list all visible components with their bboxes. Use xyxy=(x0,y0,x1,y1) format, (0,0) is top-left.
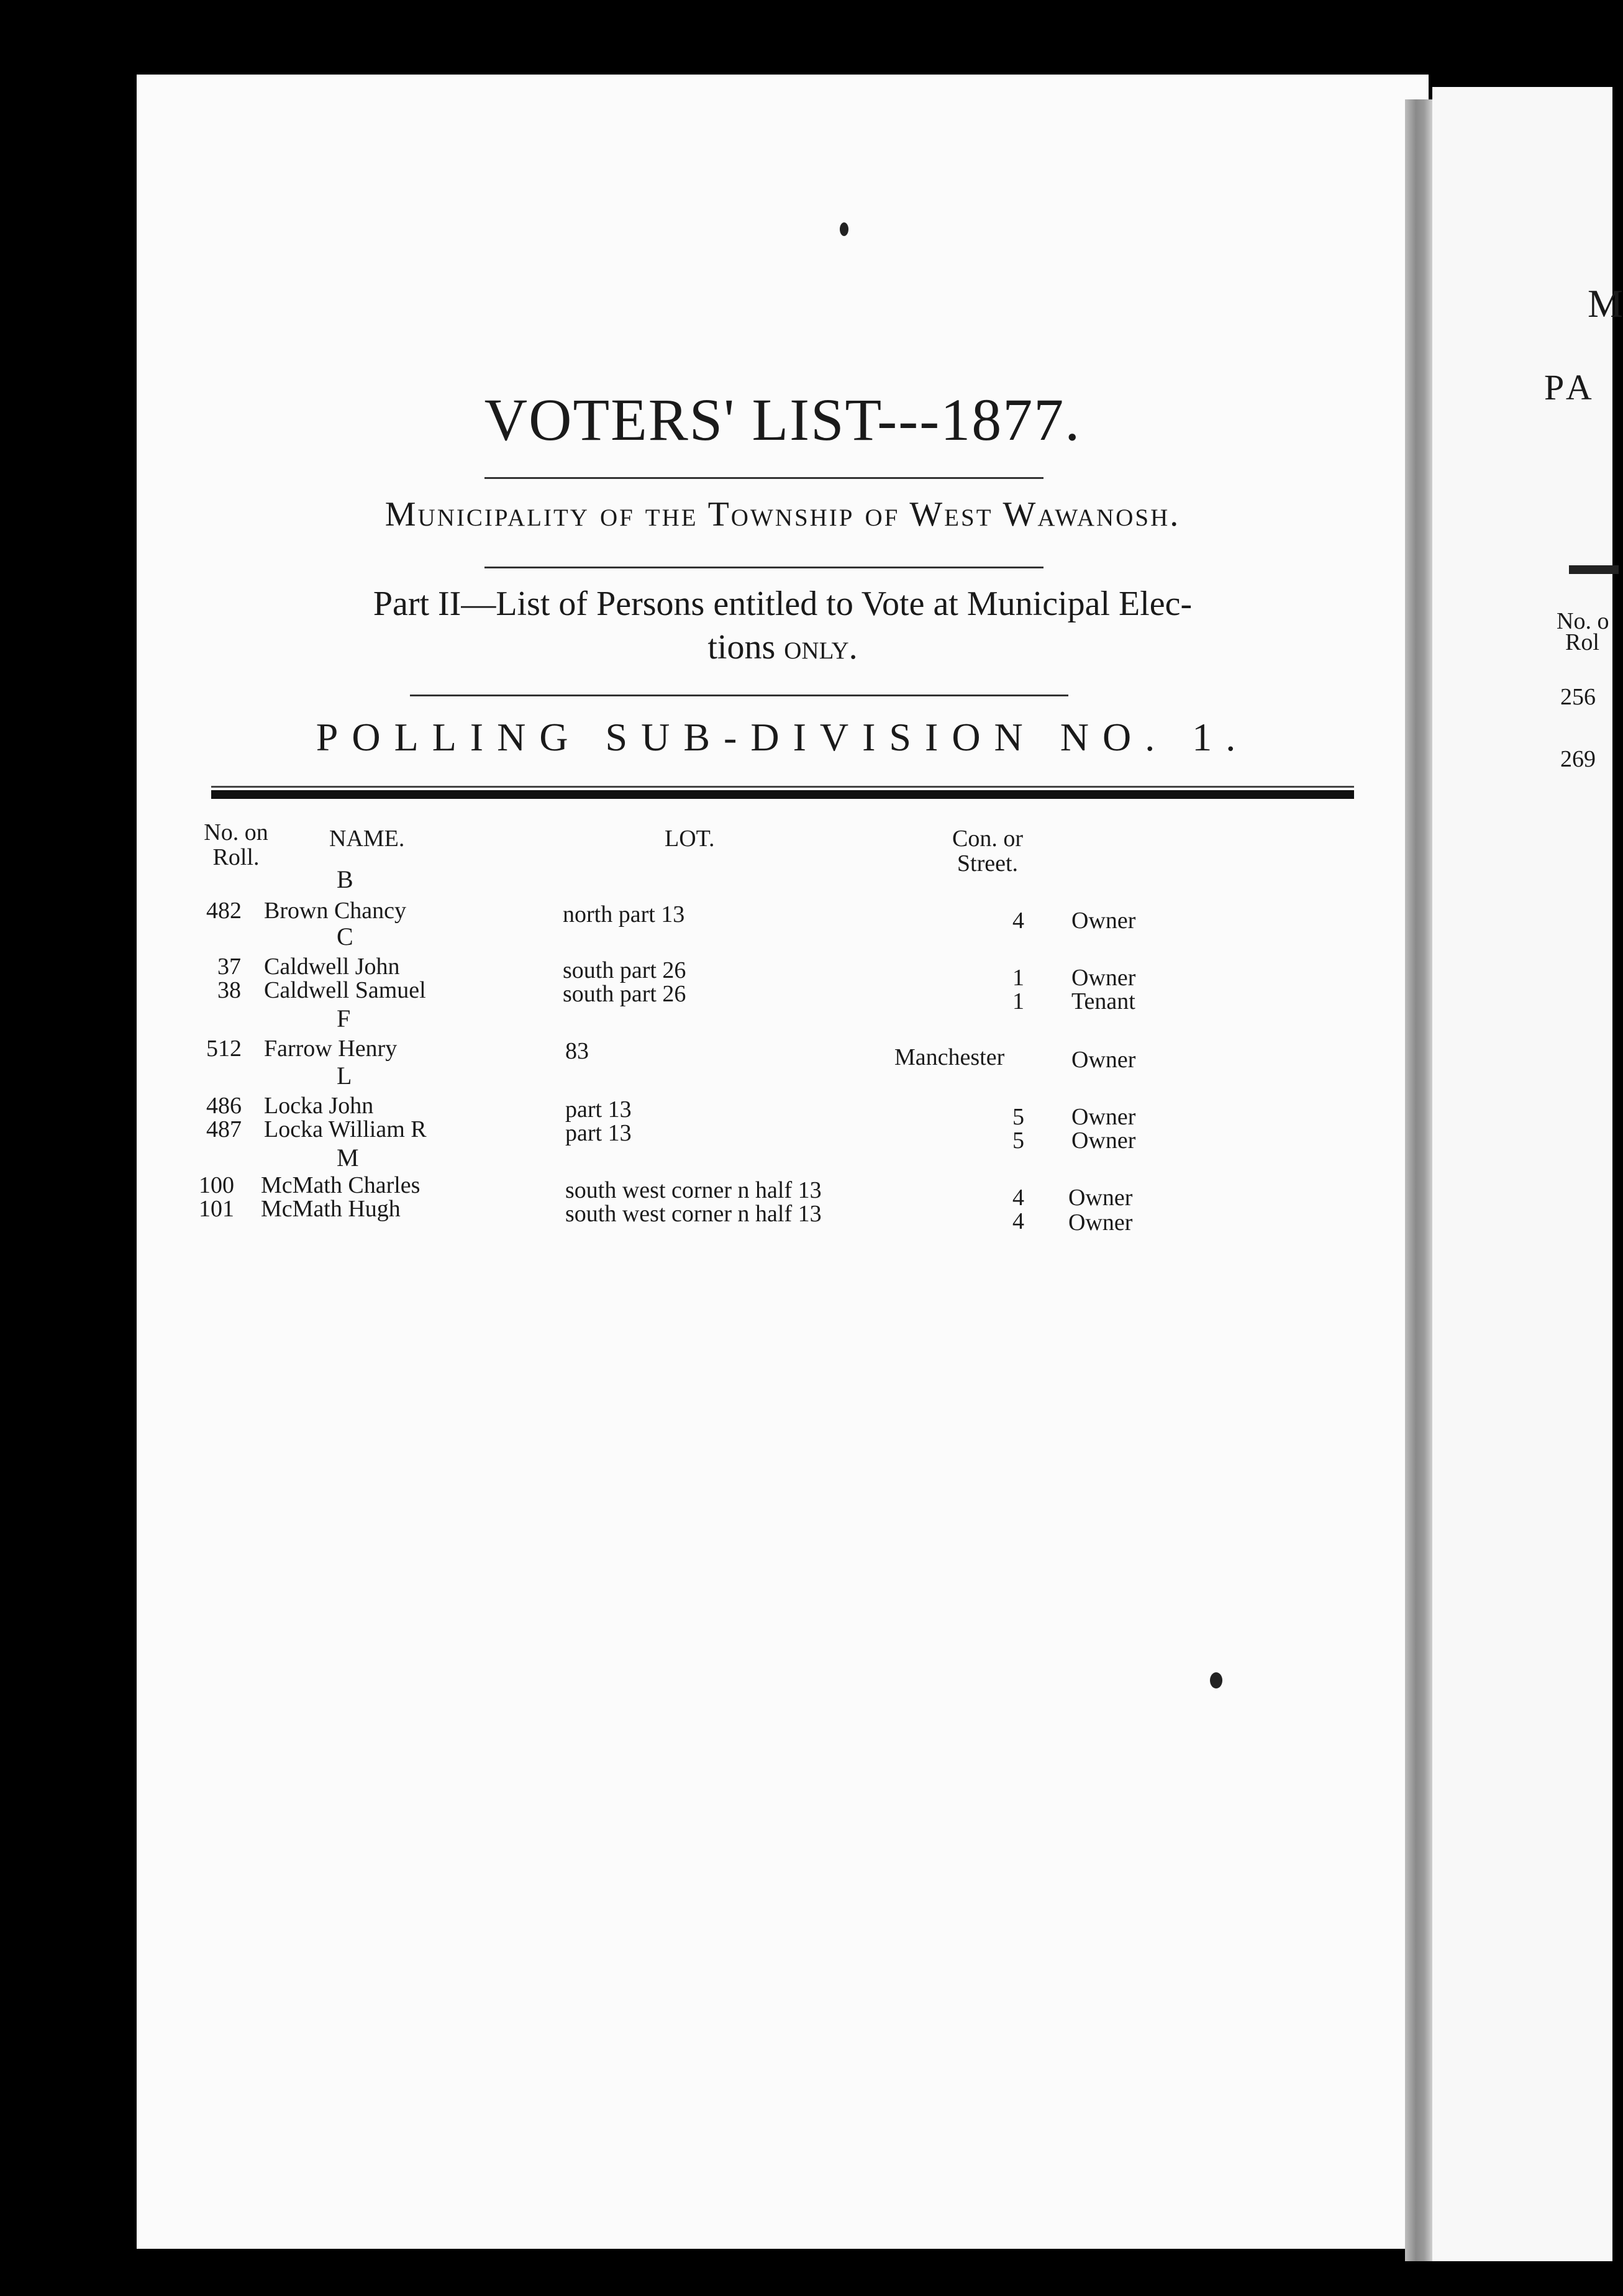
facing-page-roll: 256 xyxy=(1560,684,1596,710)
concession: 5 xyxy=(1012,1104,1024,1130)
concession: 4 xyxy=(1012,1208,1024,1234)
roll-number: 101 xyxy=(199,1196,234,1222)
letter-divider: F xyxy=(337,1004,351,1032)
voter-status: Tenant xyxy=(1071,988,1135,1014)
concession: 5 xyxy=(1012,1128,1024,1154)
document-page xyxy=(137,75,1429,2249)
letter-divider: C xyxy=(337,922,353,950)
concession: 4 xyxy=(1012,908,1024,934)
page-gutter xyxy=(1405,99,1432,2261)
title-rule xyxy=(484,477,1043,479)
ink-speck xyxy=(1210,1672,1222,1688)
document-title: VOTERS' LIST---1877. xyxy=(484,386,1081,453)
voter-name: Caldwell Samuel xyxy=(264,977,426,1003)
lot-description: 83 xyxy=(565,1038,589,1064)
lot-description: south part 26 xyxy=(563,981,686,1007)
facing-page-header: Rol xyxy=(1565,629,1599,655)
voter-name: Caldwell John xyxy=(264,954,400,980)
part-heading-line1: Part II—List of Persons entitled to Vote at Municipal Elec- xyxy=(373,585,1193,623)
voter-status: Owner xyxy=(1071,1047,1136,1073)
roll-number: 38 xyxy=(217,977,241,1003)
concession: 1 xyxy=(1012,988,1024,1014)
facing-page-roll: 269 xyxy=(1560,746,1596,772)
facing-page-letter: M xyxy=(1588,281,1623,326)
ink-speck xyxy=(840,222,848,236)
voter-status: Owner xyxy=(1071,908,1136,934)
facing-page-letter: PA xyxy=(1544,367,1597,408)
facing-page xyxy=(1432,87,1623,2261)
roll-number: 37 xyxy=(217,954,241,980)
polling-subdivision-heading: POLLING SUB-DIVISION NO. 1. xyxy=(316,715,1250,759)
lot-description: south west corner n half 13 xyxy=(565,1177,822,1203)
lot-description: south west corner n half 13 xyxy=(565,1201,822,1227)
letter-divider: B xyxy=(337,865,353,893)
municipality-rule xyxy=(484,567,1043,568)
facing-page-header: No. o xyxy=(1557,608,1609,634)
voter-name: Brown Chancy xyxy=(264,898,407,924)
concession: 1 xyxy=(1012,965,1024,991)
voter-name: Farrow Henry xyxy=(264,1036,398,1062)
voter-name: McMath Hugh xyxy=(261,1196,401,1222)
letter-divider: L xyxy=(337,1062,352,1090)
municipality-heading: Municipality of the Township of West Wawanosh. xyxy=(384,495,1181,534)
lot-description: south part 26 xyxy=(563,957,686,983)
header-con: Con. or Street. xyxy=(952,826,1023,877)
roll-number: 100 xyxy=(199,1172,234,1198)
facing-page-rule xyxy=(1569,565,1619,574)
concession: Manchester xyxy=(894,1044,1005,1070)
lot-description: part 13 xyxy=(565,1096,632,1123)
part-heading-line2 xyxy=(137,627,1429,667)
header-name: NAME. xyxy=(329,826,405,852)
voter-status: Owner xyxy=(1071,965,1136,991)
voter-name: Locka John xyxy=(264,1093,374,1119)
roll-number: 512 xyxy=(206,1036,242,1062)
part-rule xyxy=(410,695,1068,696)
lot-description: north part 13 xyxy=(563,901,685,927)
header-lot: LOT. xyxy=(665,826,715,852)
voter-status: Owner xyxy=(1068,1185,1133,1211)
part-heading-tions: tions xyxy=(707,628,776,667)
header-thin-rule xyxy=(211,786,1354,788)
header-thick-rule xyxy=(211,790,1354,799)
concession: 4 xyxy=(1012,1185,1024,1211)
roll-number: 487 xyxy=(206,1116,242,1142)
header-roll: No. on Roll. xyxy=(204,819,268,870)
voter-status: Owner xyxy=(1071,1128,1136,1154)
letter-divider: M xyxy=(337,1144,359,1172)
voter-status: Owner xyxy=(1071,1104,1136,1130)
roll-number: 482 xyxy=(206,898,242,924)
roll-number: 486 xyxy=(206,1093,242,1119)
part-heading-only: only. xyxy=(784,628,858,667)
voter-status: Owner xyxy=(1068,1210,1133,1236)
voter-name: Locka William R xyxy=(264,1116,427,1142)
voter-name: McMath Charles xyxy=(261,1172,421,1198)
lot-description: part 13 xyxy=(565,1120,632,1146)
